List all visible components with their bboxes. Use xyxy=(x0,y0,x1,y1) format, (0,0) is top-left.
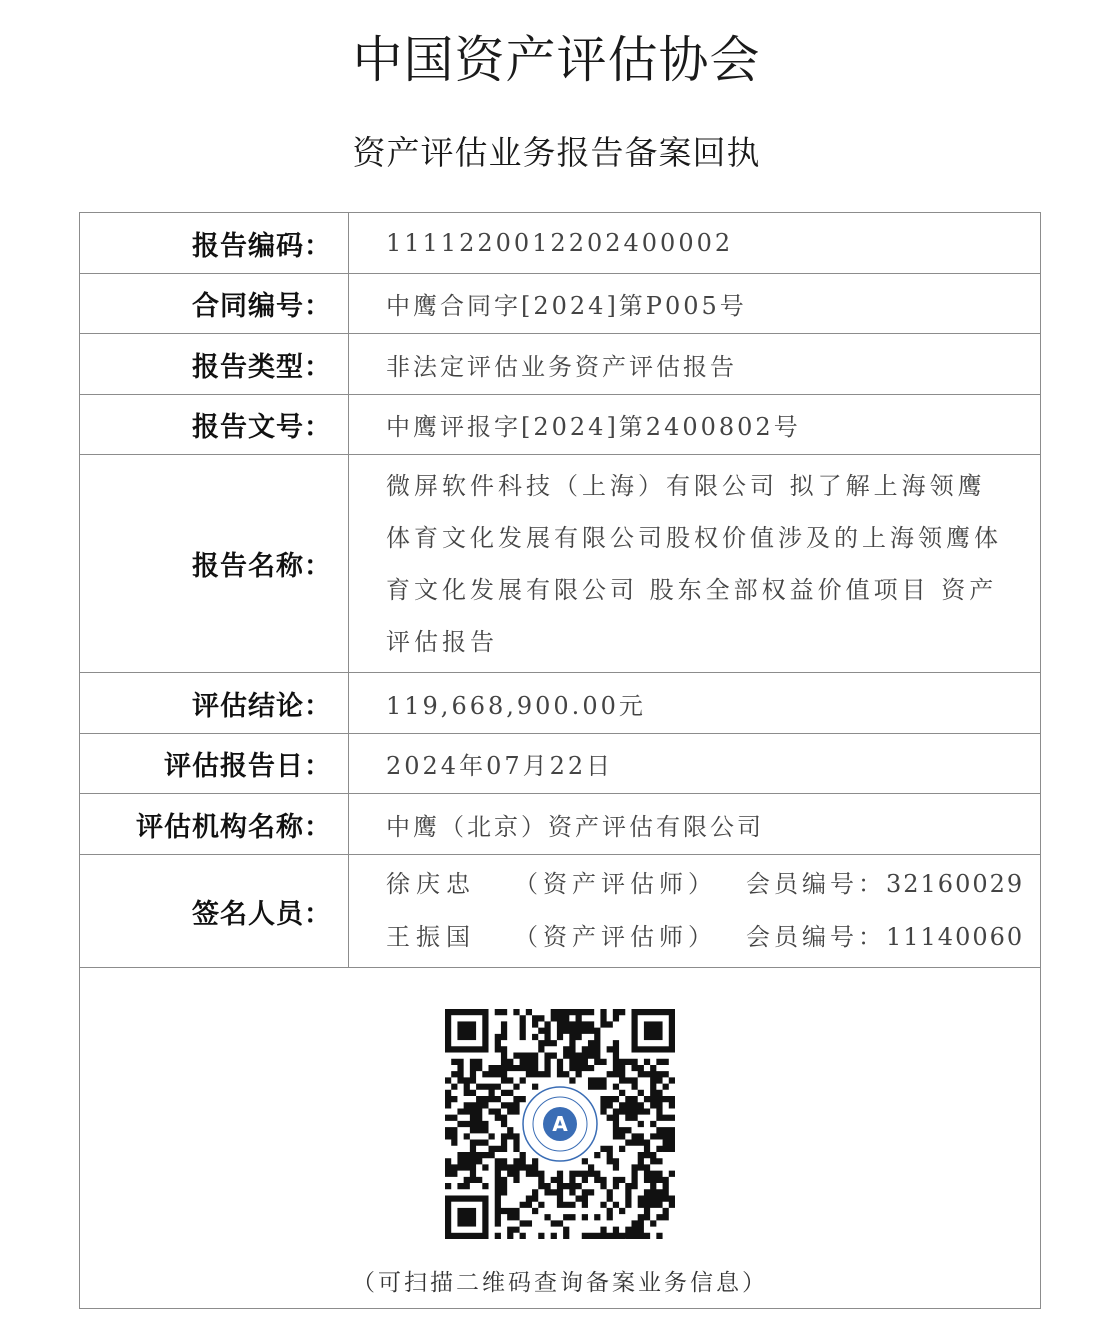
appraisal-firm-label: 评估机构名称： xyxy=(80,794,349,855)
organization-title: 中国资产评估协会 xyxy=(352,31,761,89)
valuation-conclusion-value: 119,668,900.00元 xyxy=(349,673,1041,734)
report-type-value: 非法定评估业务资产评估报告 xyxy=(349,334,1041,395)
table-row xyxy=(80,794,1041,855)
signer-row xyxy=(386,911,1026,964)
qr-code-icon[interactable] xyxy=(445,1009,675,1239)
table-row xyxy=(80,455,1041,673)
signer-role: （资产评估师） xyxy=(514,923,717,951)
table-row xyxy=(80,734,1041,794)
document-title: 资产评估业务报告备案回执 xyxy=(352,133,761,172)
valuation-conclusion-label: 评估结论： xyxy=(80,673,349,734)
report-name-line: 育文化发展有限公司 股东全部权益价值项目 资产 xyxy=(386,575,998,604)
report-type-label: 报告类型： xyxy=(80,334,349,395)
report-date-label: 评估报告日： xyxy=(80,734,349,794)
member-number-label: 会员编号： xyxy=(746,870,886,898)
signer-row xyxy=(386,858,1026,911)
signers-value xyxy=(349,855,1041,968)
member-number-label: 会员编号： xyxy=(746,923,886,951)
signer-role: （资产评估师） xyxy=(514,870,717,898)
report-name-line: 体育文化发展有限公司股权价值涉及的上海领鹰体 xyxy=(386,523,1002,552)
report-code-value: 1111220012202400002 xyxy=(349,213,1041,274)
contract-number-label: 合同编号： xyxy=(80,274,349,334)
signers-label: 签名人员： xyxy=(80,855,349,968)
qr-section xyxy=(80,968,1041,1309)
qr-finder-pattern xyxy=(457,1208,476,1227)
table-row xyxy=(80,213,1041,274)
report-name-line: 微屏软件科技（上海）有限公司 拟了解上海领鹰 xyxy=(386,471,986,500)
report-code-label: 报告编码： xyxy=(80,213,349,274)
qr-code-graphic xyxy=(445,1009,675,1239)
contract-number-value: 中鹰合同字[2024]第P005号 xyxy=(349,274,1041,334)
seal-logo-letter: A xyxy=(552,1112,568,1136)
table-row xyxy=(80,274,1041,334)
qr-hint-text: （可扫描二维码查询备案业务信息） xyxy=(352,1270,768,1296)
report-name-label: 报告名称： xyxy=(80,455,349,673)
filing-record-table xyxy=(79,212,1041,1309)
report-date-value: 2024年07月22日 xyxy=(349,734,1041,794)
table-row xyxy=(80,673,1041,734)
report-name-line: 评估报告 xyxy=(386,627,498,656)
table-row xyxy=(80,855,1041,968)
member-number: 11140060 xyxy=(886,923,1025,951)
qr-finder-pattern xyxy=(644,1021,663,1040)
report-doc-number-label: 报告文号： xyxy=(80,395,349,455)
table-row xyxy=(80,334,1041,395)
signer-name: 王振国 xyxy=(386,923,476,951)
report-doc-number-value: 中鹰评报字[2024]第2400802号 xyxy=(349,395,1041,455)
report-name-value xyxy=(349,455,1041,673)
signer-name: 徐庆忠 xyxy=(386,870,476,898)
table-row xyxy=(80,395,1041,455)
member-number: 32160029 xyxy=(886,870,1025,898)
table-row xyxy=(80,968,1041,1309)
qr-finder-pattern xyxy=(457,1021,476,1040)
appraisal-firm-value: 中鹰（北京）资产评估有限公司 xyxy=(349,794,1041,855)
